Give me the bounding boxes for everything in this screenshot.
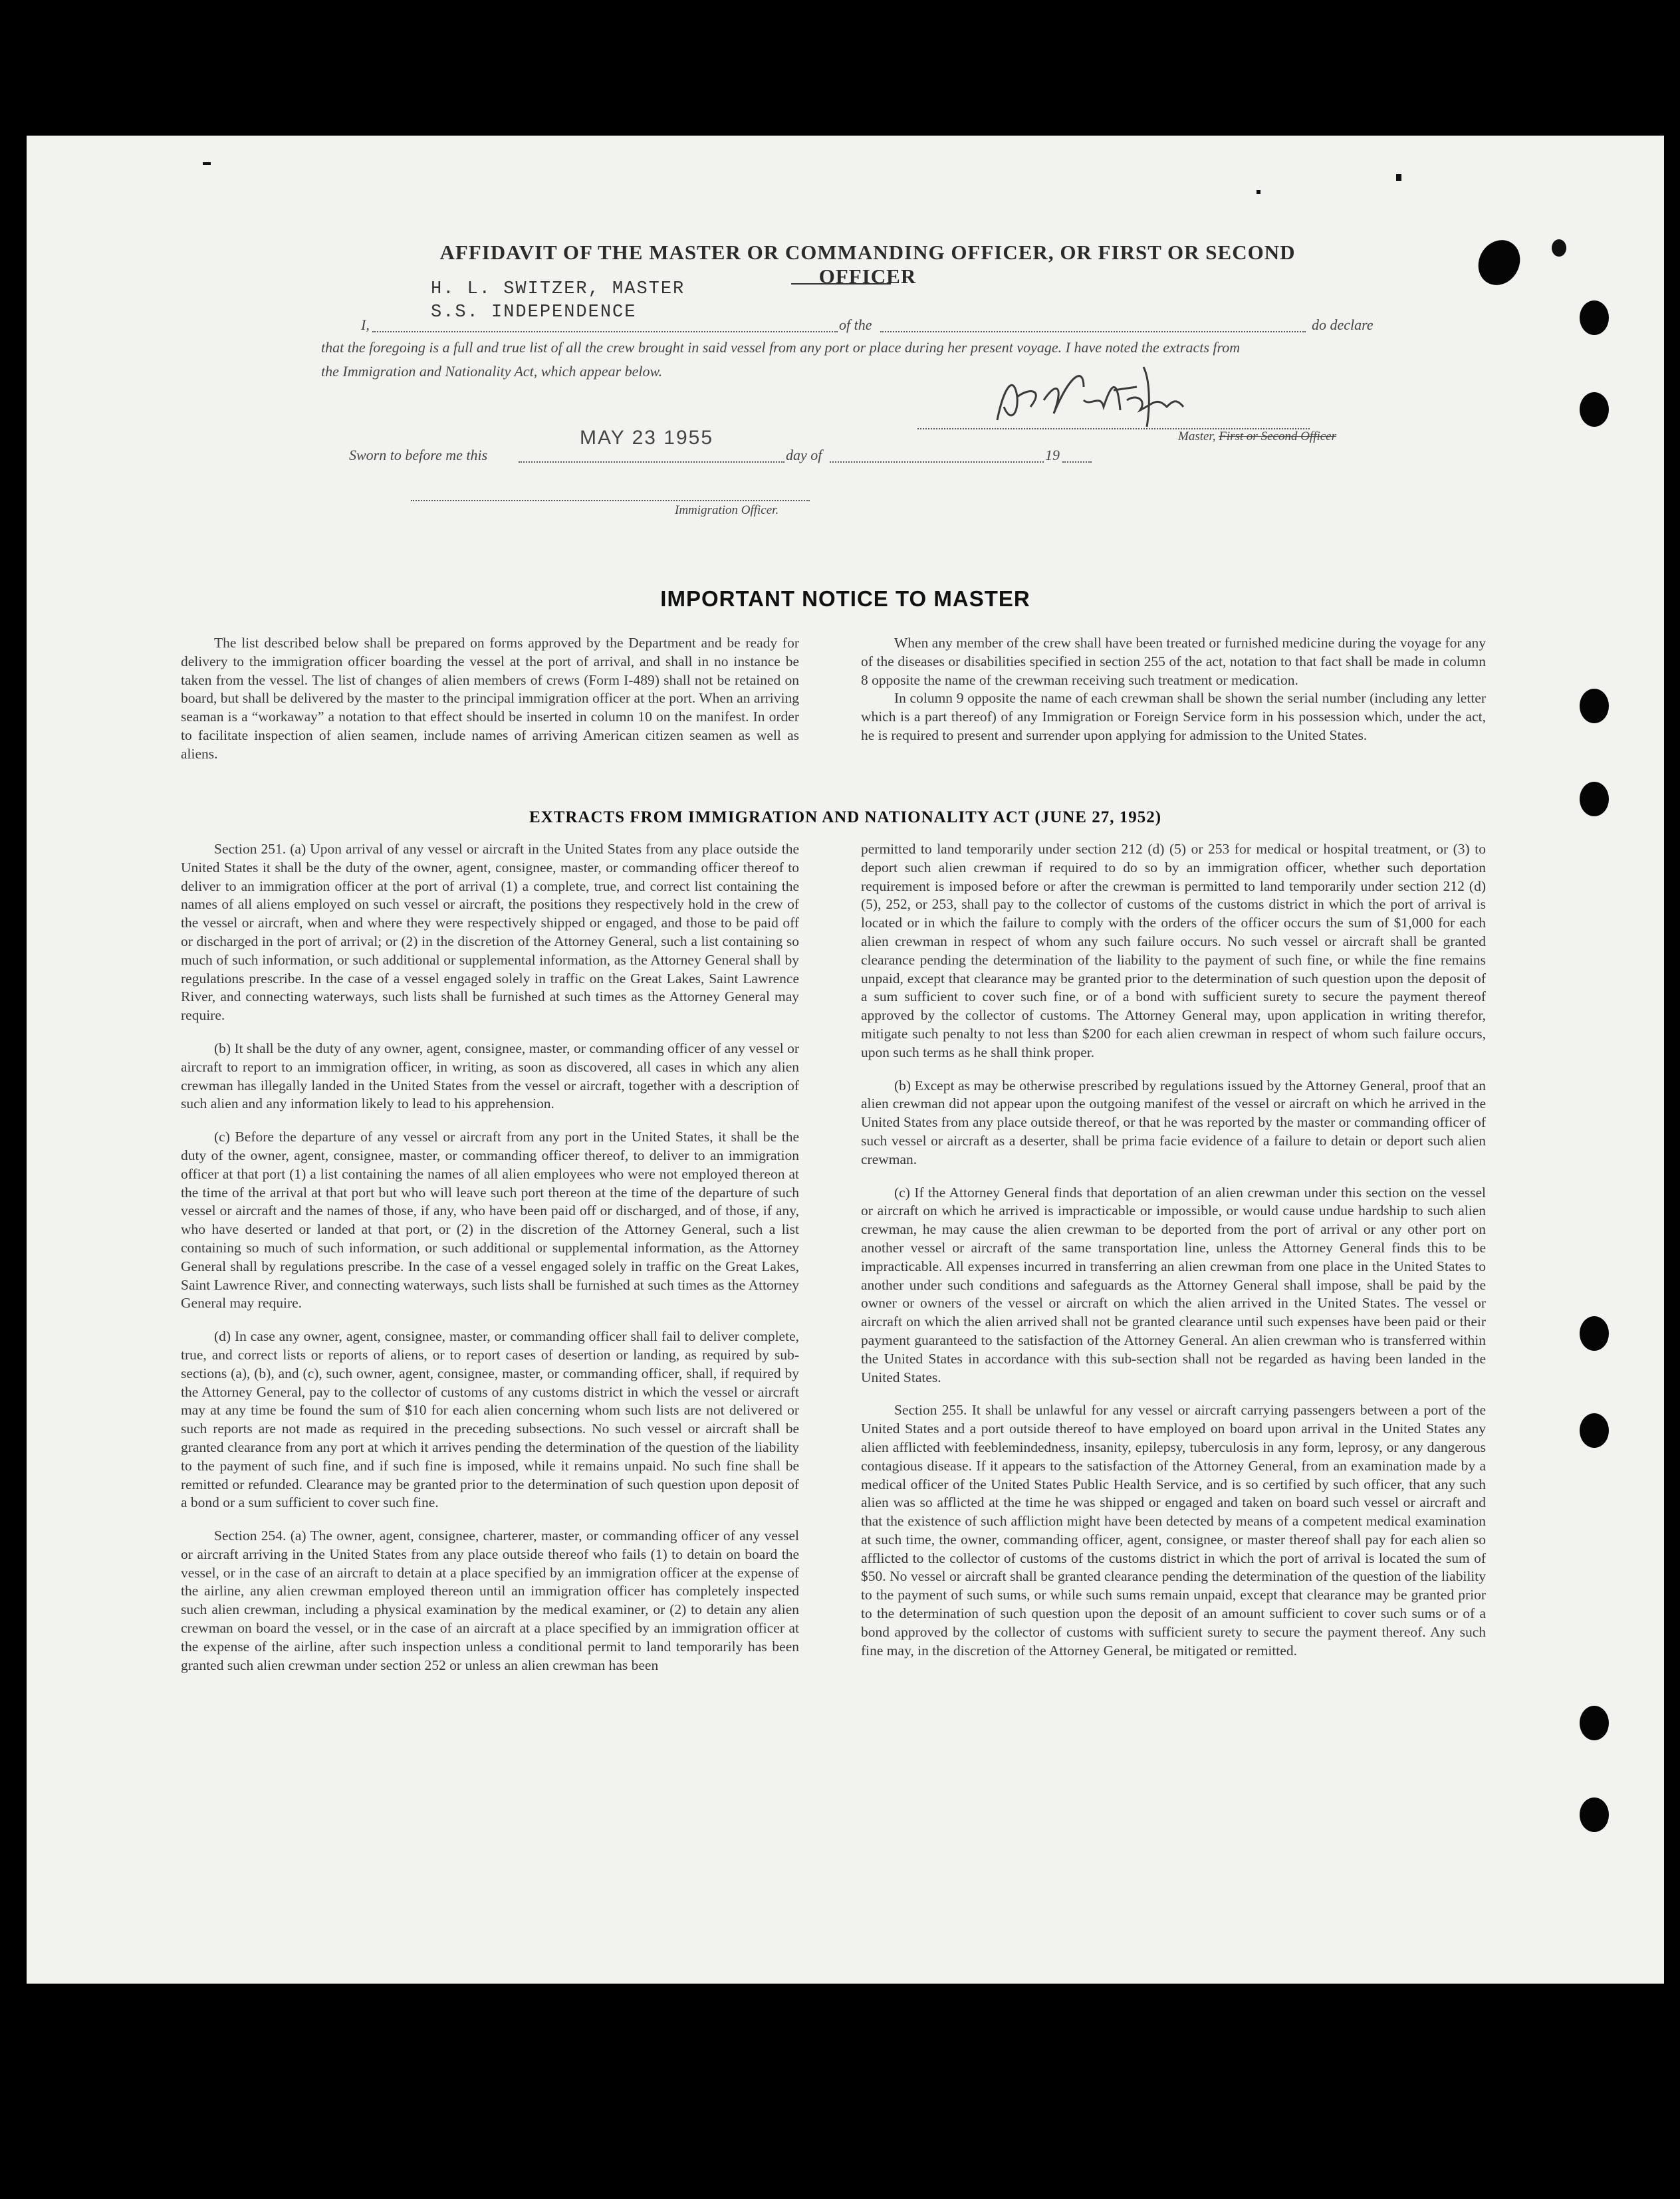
master-text: Master, — [1178, 429, 1216, 443]
punch-hole — [1580, 1316, 1609, 1351]
affidavit-title: AFFIDAVIT OF THE MASTER OR COMMANDING OFFICER, OR FIRST OR SECOND OFFICER — [439, 241, 1296, 288]
ink-speck — [203, 162, 211, 165]
year-label: 19 — [1045, 447, 1060, 463]
do-declare-label: do declare — [1312, 316, 1374, 333]
section-254b: (b) Except as may be otherwise prescribed by regulations issued by the Attorney General, proof that an alien crewman did not appear upon the outgoing manifest of the vessel or aircraft on which he arrived in the United States from any place outside thereof, or that he was reported by the master or commanding officer of such vessel or aircraft as a deserter, shall be prima facie evidence of a failure to detain or deport such alien crewman. — [861, 1077, 1486, 1167]
section-251d: (d) In case any owner, agent, consignee, master, or commanding officer shall fail to deliver complete, true, and correct lists or reports of aliens, or to report cases of desertion or landing, as required by sub-sections (a), (b), and (c), such owner, agent, consignee, master, or commanding officer, shall, if required by the Attorney General, pay to the collector of customs of any customs district in which the vessel or aircraft may at any time be found the sum of $10 for each alien concerning whom such lists are not delivered or such reports are not made as required in the preceding subsections. No such vessel or aircraft shall be granted clearance from any port at which it arrives pending the determination of the question of the liability to the payment of such fine, and if such fine is imposed, while it remains unpaid. No such fine shall be remitted or refunded. Clearance may be granted prior to the determination of such question upon deposit of a bond or a sum sufficient to cover such fine. — [181, 1328, 799, 1511]
date-stamp: MAY 23 1955 — [580, 427, 714, 449]
notice-right-text-2: In column 9 opposite the name of each crewman shall be shown the serial number (including any letter which is a part thereof) of any Immigration or Foreign Service form in his possession which, under the act, he is required to present and surrender upon applying for admission to the United States. — [861, 690, 1486, 743]
punch-hole — [1580, 1706, 1609, 1740]
notice-left-column — [181, 634, 799, 778]
notice-heading: IMPORTANT NOTICE TO MASTER — [660, 586, 1030, 611]
punch-hole — [1580, 1797, 1609, 1832]
master-label — [1178, 429, 1336, 444]
officer-label: Immigration Officer. — [675, 503, 779, 517]
ink-speck — [1396, 174, 1401, 181]
of-the-label: of the — [839, 316, 872, 333]
day-of-label: day of — [786, 447, 822, 463]
sworn-label: Sworn to before me this — [349, 447, 488, 463]
notice-right-text-1: When any member of the crew shall have been treated or furnished medicine during the voyage for any of the diseases or disabilities specified in section 255 of the act, notation to that fact shall be made in column 8 opposite the name of the crewman receiving such treatment or medication. — [861, 635, 1486, 688]
title-rule — [791, 283, 891, 285]
section-255: Section 255. It shall be unlawful for any vessel or aircraft carrying passengers between a port of the United States and a port outside thereof to have employed on board upon arrival in the United States any alien afflicted with feeblemindedness, insanity, epilepsy, tuberculosis in any form, leprosy, or any dangerous contagious disease. If it appears to the satisfaction of the Attorney General, from an examination made by a medical officer of the United States Public Health Service, and is so certified by such officer, that any such alien was so afflicted at the time he was shipped or engaged and taken on board such vessel or aircraft and that the existence of such affliction might have been detected by means of a competent medical examination at such time, the owner, commanding officer, agent, consignee, or master thereof shall pay for each alien so afflicted to the collector of customs of the customs district in which the port of arrival is located the sum of $50. No vessel or aircraft shall be granted clearance pending the determination of the question of the liability to the payment of such sums, or while such sums remain unpaid, except that clearance may be granted prior to the determination of such question upon the deposit of an amount sufficient to cover such sums or of a bond approved by the collector of customs with sufficient surety to secure the payment thereof. Any such fine may, in the discretion of the Attorney General, be mitigated or remitted. — [861, 1402, 1486, 1659]
section-254a-cont: permitted to land temporarily under section 212 (d) (5) or 253 for medical or hospital treatment, or (3) to deport such alien crewman if required to do so by an immigration officer, whether such deportation requirement is imposed before or after the crewman is permitted to land temporarily under section 212 (d) (5), 252, or 253, shall pay to the collector of customs of the customs district in which the port of arrival is located or in which the failure to comply with the orders of the officer occurs the sum of $1,000 for each alien crewman in respect of whom any such failure occurs. No such vessel or aircraft shall be granted clearance pending the determination of the liability to the payment of such fine, or while the fine remains unpaid, except that clearance may be granted prior to the determination of such question upon the deposit of a sum sufficient to cover such fine, or of a bond with sufficient surety to secure the payment thereof approved by the collector of customs. The Attorney General may, upon application in writing therefor, mitigate such penalty to not less than $200 for each alien crewman in respect of whom such failure occurs, upon such terms as he shall think proper. — [861, 841, 1486, 1060]
day-line — [519, 461, 784, 463]
extracts-left-column — [181, 840, 799, 1689]
section-254c: (c) If the Attorney General finds that deportation of an alien crewman under this section on the vessel or aircraft on which he arrived is impracticable or impossible, or would cause undue hardship to such alien crewman, he may cause the alien crewman to be deported from the port of arrival or any other port on another vessel or aircraft of the same transportation line, unless the Attorney General finds this to be impracticable. All expenses incurred in transferring an alien crewman from one place in the United States to another under such conditions and safeguards as the Attorney General shall impose, shall be paid by the owner or owners of the vessel or aircraft on which the alien arrived in the United States. The vessel or aircraft on which the alien arrived shall not be granted clearance until such expenses have been paid or their payment guaranteed to the satisfaction of the Attorney General. An alien crewman who is transferred within the United States in accordance with this sub-section shall not be regarded as having been landed in the United States. — [861, 1184, 1486, 1385]
ink-speck — [1257, 190, 1260, 194]
punch-hole — [1580, 392, 1609, 427]
notice-left-text: The list described below shall be prepared on forms approved by the Department and be ready for delivery to the immigration officer boarding the vessel at the port of arrival, and shall in no instance be taken from the vessel. The list of changes of alien members of crews (Form I-489) shall not be retained on board, but shall be delivered by the master to the principal immigration officer at the port. When an arriving seaman is a “workaway” a notation to that effect should be inserted in column 10 on the manifest. In order to facilitate inspection of alien seamen, include names of arriving American citizen seamen as well as aliens. — [181, 635, 799, 762]
section-251b: (b) It shall be the duty of any owner, agent, consignee, master, or commanding officer of any vessel or aircraft to report to an immigration officer, in writing, as soon as discovered, all cases in which any alien crewman has illegally landed in the United States from the vessel or aircraft, together with a description of such alien and any information likely to lead to his apprehension. — [181, 1040, 799, 1112]
extracts-heading: EXTRACTS FROM IMMIGRATION AND NATIONALITY ACT (JUNE 27, 1952) — [529, 808, 1162, 826]
declaration-line-1: that the foregoing is a full and true list of all the crew brought in said vessel from any port or place during her present voyage. I have noted the extracts from — [321, 339, 1241, 356]
i-label: I, — [361, 316, 370, 333]
document-page — [27, 136, 1664, 1984]
punch-hole — [1580, 689, 1609, 723]
section-251c: (c) Before the departure of any vessel or aircraft from any port in the United States, it shall be the duty of the owner, agent, consignee, master, or commanding officer thereof, to deliver to an immigration officer at that port (1) a list containing the names of all alien employees who were not employed thereon at the time of the arrival at that port but who will leave such port thereon at the time of the departure of such vessel or aircraft and the names of those, if any, who have been paid off or discharged, and of those, if any, who have deserted or landed at that port, or (2) in the discretion of the Attorney General, such a list containing so much of such information, or such additional or supplemental information, as the Attorney General shall by regulations prescribe. In the case of a vessel engaged solely in traffic on the Great Lakes, Saint Lawrence River, and connecting waterways, such lists shall be furnished at such times as the Attorney General may require. — [181, 1129, 799, 1312]
typed-master-name: H. L. SWITZER, MASTER — [431, 279, 685, 299]
extracts-right-column — [861, 840, 1486, 1675]
section-251a: Section 251. (a) Upon arrival of any vessel or aircraft in the United States from any place outside the United States it shall be the duty of the owner, agent, consignee, master, or commanding officer thereof to deliver to an immigration officer at the port of arrival (1) a complete, true, and correct list containing the names of all aliens employed on such vessel or aircraft, the positions they respectively hold in the crew of the vessel or aircraft, when and where they were respectively shipped or engaged, and those to be paid off or discharged in the port of arrival; or (2) in the discretion of the Attorney General, such a list containing so much of such information, or such additional or supplemental information, as the Attorney General shall by regulations prescribe. In the case of a vessel engaged solely in traffic on the Great Lakes, Saint Lawrence River, and connecting waterways, such lists shall be furnished at such times as the Attorney General may require. — [181, 841, 799, 1024]
struck-officer-text: First or Second Officer — [1219, 429, 1337, 443]
punch-hole — [1580, 1413, 1609, 1448]
signature-image — [984, 360, 1210, 433]
declaration-line-2: the Immigration and Nationality Act, which appear below. — [321, 363, 663, 380]
name-line — [372, 331, 838, 332]
year-line — [1062, 461, 1092, 463]
month-line — [830, 461, 1044, 463]
punch-hole — [1580, 300, 1609, 335]
typed-vessel-name: S.S. INDEPENDENCE — [431, 302, 637, 322]
officer-line — [411, 500, 810, 501]
ink-speck — [1552, 239, 1566, 257]
notice-right-column — [861, 634, 1486, 760]
section-254a: Section 254. (a) The owner, agent, consignee, charterer, master, or commanding officer of any vessel or aircraft arriving in the United States from any place outside thereof who fails (1) to detain on board the vessel, or in the case of an aircraft to detain at a place specified by an immigration officer at the expense of the airline, any alien crewman employed thereon until an immigration officer has completely inspected such alien crewman, including a physical examination by the medical examiner, or (2) to detain any alien crewman on board the vessel, or in the case of an aircraft at a place specified by an immigration officer at the expense of the airline, after such inspection unless a conditional permit to land temporarily has been granted such alien crewman under section 252 or unless an alien crewman has been — [181, 1528, 799, 1673]
vessel-line — [880, 331, 1306, 332]
punch-hole — [1580, 782, 1609, 816]
